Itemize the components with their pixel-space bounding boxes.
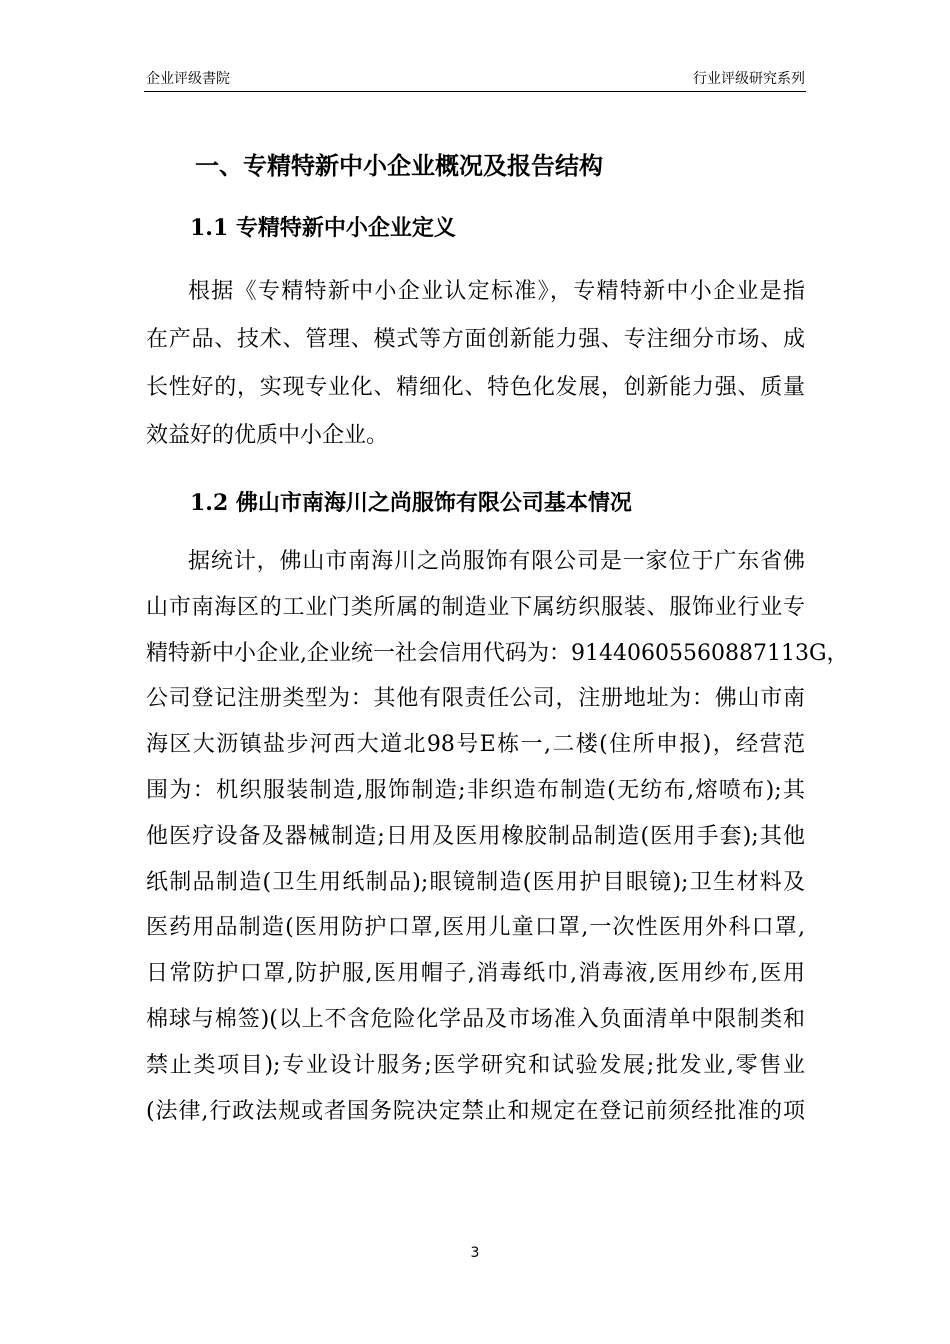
header-left: 企业评级書院 bbox=[146, 71, 230, 87]
header-right: 行业评级研究系列 bbox=[693, 71, 805, 87]
text-line: 棉球与棉签)(以上不含危险化学品及市场准入负面清单中限制类和 bbox=[146, 1007, 805, 1032]
text-line: 效益好的优质中小企业。 bbox=[146, 423, 389, 448]
text-line: 根据《专精特新中小企业认定标准》，专精特新中小企业是指 bbox=[188, 279, 805, 304]
text-line: 围为：机织服装制造,服饰制造;非织造布制造(无纺布,熔喷布);其 bbox=[146, 778, 805, 803]
text-line: 据统计，佛山市南海川之尚服饰有限公司是一家位于广东省佛 bbox=[188, 549, 805, 574]
heading-1-1: 1.1 专精特新中小企业定义 bbox=[190, 215, 456, 241]
text-line: 禁止类项目);专业设计服务;医学研究和试验发展;批发业,零售业 bbox=[146, 1052, 805, 1078]
text-line: 公司登记注册类型为：其他有限责任公司，注册地址为：佛山市南 bbox=[146, 686, 805, 712]
text-line: 精特新中小企业,企业统一社会信用代码为：91440605560887113G， bbox=[146, 640, 849, 666]
text-line: 日常防护口罩,防护服,医用帽子,消毒纸巾,消毒液,医用纱布,医用 bbox=[146, 961, 805, 987]
text-line: 长性好的，实现专业化、精细化、特色化发展，创新能力强、质量 bbox=[146, 375, 805, 400]
text-line: 医药用品制造(医用防护口罩,医用儿童口罩,一次性医用外科口罩, bbox=[146, 915, 805, 941]
text-line: (法律,行政法规或者国务院决定禁止和规定在登记前须经批准的项 bbox=[146, 1098, 805, 1124]
text-line: 海区大沥镇盐步河西大道北98号E栋一,二楼(住所申报)，经营范 bbox=[146, 732, 805, 758]
text-line: 他医疗设备及器械制造;日用及医用橡胶制品制造(医用手套);其他 bbox=[146, 823, 805, 849]
text-line: 在产品、技术、管理、模式等方面创新能力强、专注细分市场、成 bbox=[146, 327, 805, 352]
section-title: 一、专精特新中小企业概况及报告结构 bbox=[195, 151, 603, 180]
text-line: 山市南海区的工业门类所属的制造业下属纺织服装、服饰业行业专 bbox=[146, 594, 805, 620]
header-rule bbox=[144, 91, 806, 92]
heading-1-2: 1.2 佛山市南海川之尚服饰有限公司基本情况 bbox=[190, 490, 632, 516]
text-line: 纸制品制造(卫生用纸制品);眼镜制造(医用护目眼镜);卫生材料及 bbox=[146, 869, 805, 895]
page-number: 3 bbox=[470, 1245, 480, 1261]
